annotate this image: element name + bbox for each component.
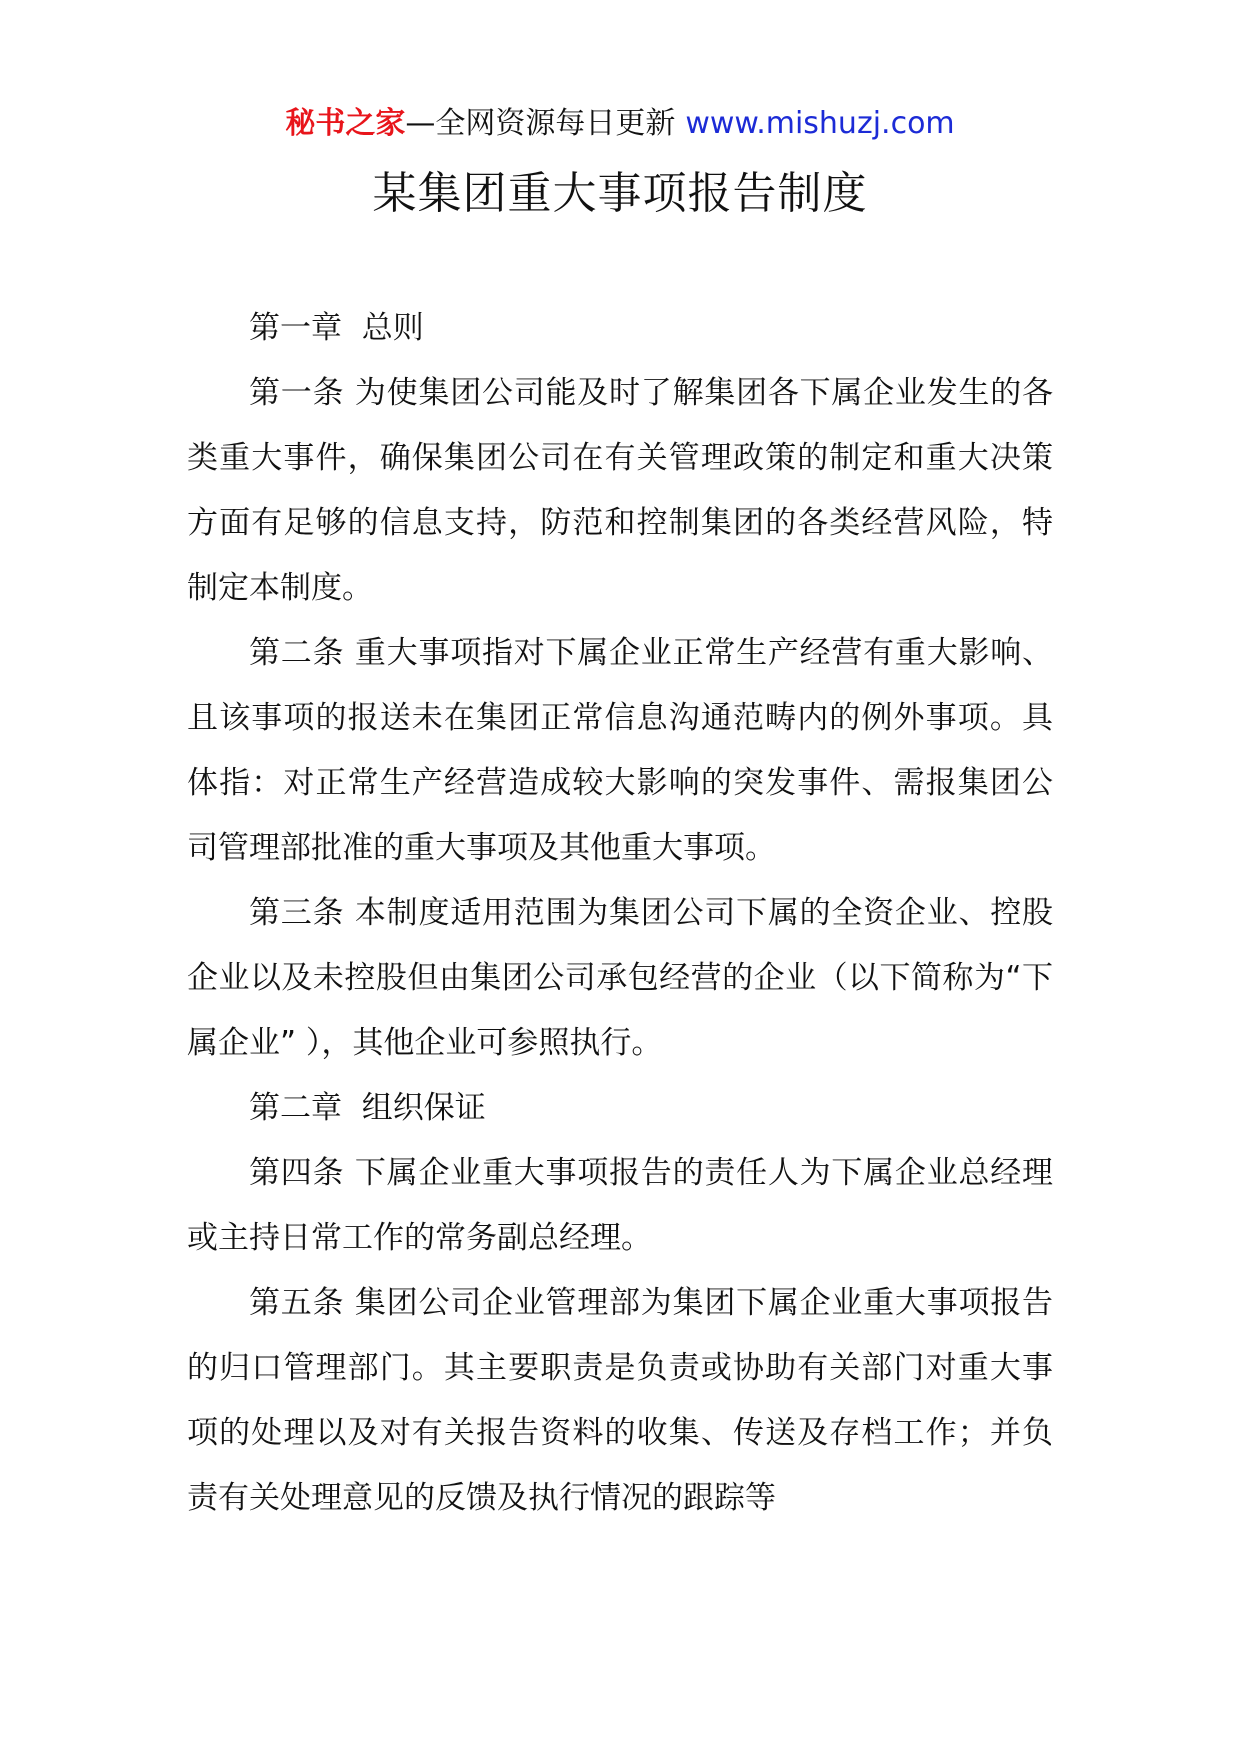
document-title: 某集团重大事项报告制度 [372,168,868,219]
article-paragraph: 第五条 集团公司企业管理部为集团下属企业重大事项报告的归口管理部门。其主要职责是负责或协助有关部门对重大事项的处理以及对有关报告资料的收集、传送及存档工作；并负责有关处理意见的反馈及执行情况的跟踪等 [187,1285,1053,1516]
article-paragraph: 第三条 本制度适用范围为集团公司下属的全资企业、控股企业以及未控股但由集团公司承包经营的企业（以下简称为“下属企业” ），其他企业可参照执行。 [187,895,1053,1061]
article-paragraph: 第四条 下属企业重大事项报告的责任人为下属企业总经理或主持日常工作的常务副总经理。 [187,1155,1053,1256]
brand-name: 秘书之家 [285,106,406,141]
site-header [0,104,1240,144]
site-url-link[interactable]: www.mishuzj.com [685,106,955,141]
document-body [187,296,1053,1531]
article-paragraph: 第二条 重大事项指对下属企业正常生产经营有重大影响、且该事项的报送未在集团正常信息沟通范畴内的例外事项。具体指：对正常生产经营造成较大影响的突发事件、需报集团公司管理部批准的重大事项及其他重大事项。 [187,635,1053,866]
header-tagline: —全网资源每日更新 [405,106,676,141]
article-paragraph: 第一条 为使集团公司能及时了解集团各下属企业发生的各类重大事件，确保集团公司在有关管理政策的制定和重大决策方面有足够的信息支持，防范和控制集团的各类经营风险，特制定本制度。 [187,375,1053,606]
chapter-heading: 第一章 总则 [249,310,424,346]
chapter-heading: 第二章 组织保证 [249,1090,486,1126]
